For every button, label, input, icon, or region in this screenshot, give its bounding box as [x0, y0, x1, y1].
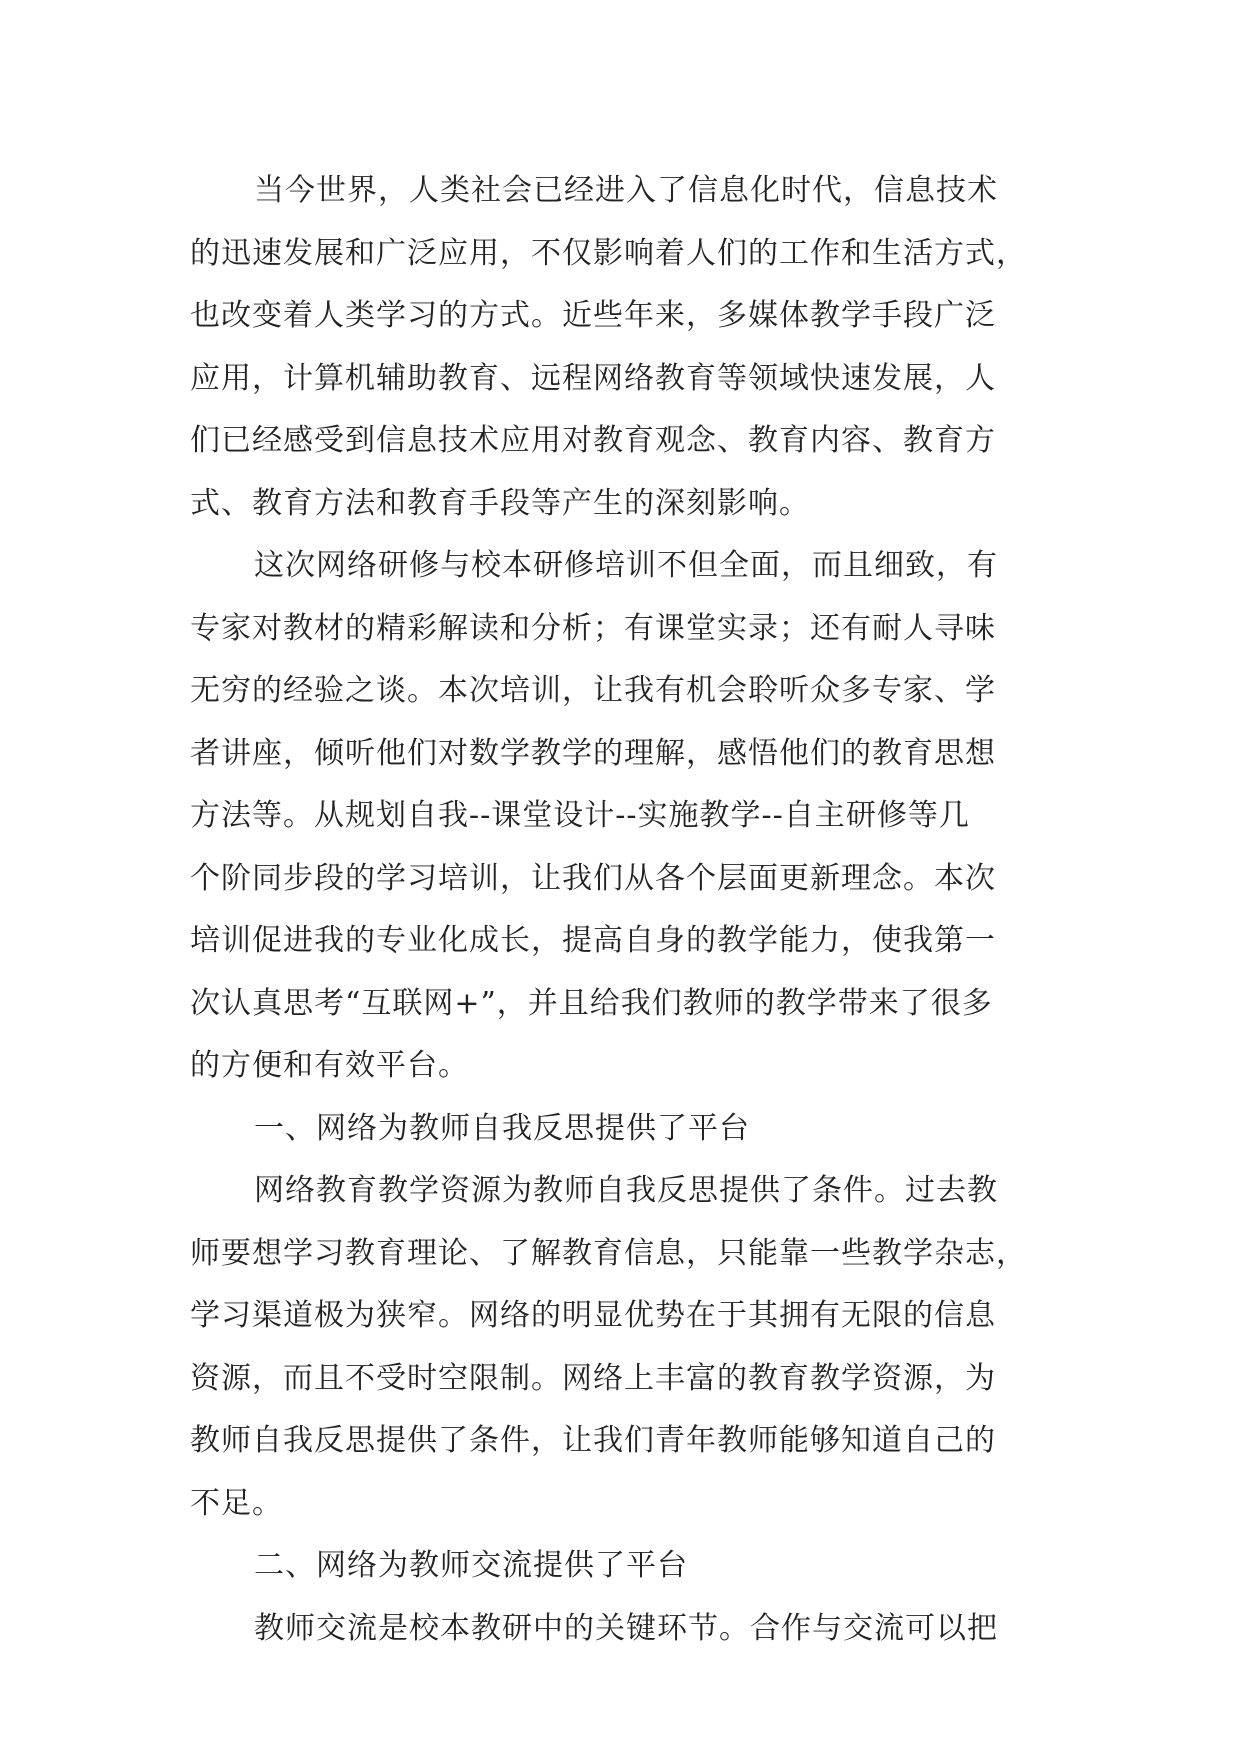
paragraph-1-line-1: 当今世界，人类社会已经进入了信息化时代，信息技术	[254, 173, 998, 208]
paragraph-3-line-5: 教师自我反思提供了条件，让我们青年教师能够知道自己的	[190, 1423, 996, 1458]
paragraph-2-line-8: 次认真思考“互联网+”，并且给我们教师的教学带来了很多	[190, 985, 993, 1021]
paragraph-3-line-1: 网络教育教学资源为教师自我反思提供了条件。过去教	[254, 1173, 998, 1208]
paragraph-3-line-6: 不足。	[190, 1485, 283, 1521]
paragraph-1-line-4: 应用，计算机辅助教育、远程网络教育等领域快速发展，人	[190, 360, 996, 396]
paragraph-1-line-6: 式、教育方法和教育手段等产生的深刻影响。	[190, 485, 810, 521]
paragraph-2-line-2: 专家对教材的精彩解读和分析；有课堂实录；还有耐人寻味	[190, 610, 996, 646]
paragraph-2-line-9: 的方便和有效平台。	[190, 1048, 469, 1083]
paragraph-2-line-7: 培训促进我的专业化成长，提高自身的教学能力，使我第一	[190, 923, 996, 958]
paragraph-2-line-5: 方法等。从规划自我--课堂设计--实施教学--自主研修等几	[190, 798, 970, 833]
paragraph-4-line-1: 教师交流是校本教研中的关键环节。合作与交流可以把	[254, 1610, 998, 1646]
paragraph-1-line-5: 们已经感受到信息技术应用对教育观念、教育内容、教育方	[190, 423, 996, 458]
section-heading-1: 一、网络为教师自我反思提供了平台	[254, 1110, 750, 1146]
paragraph-3-line-2: 师要想学习教育理论、了解教育信息，只能靠一些教学杂志，	[190, 1235, 1027, 1271]
paragraph-2-line-1: 这次网络研修与校本研修培训不但全面，而且细致，有	[254, 548, 998, 583]
paragraph-1-line-2: 的迅速发展和广泛应用，不仅影响着人们的工作和生活方式，	[190, 235, 1027, 271]
paragraph-3-line-3: 学习渠道极为狭窄。网络的明显优势在于其拥有无限的信息	[190, 1298, 996, 1333]
paragraph-2-line-3: 无穷的经验之谈。本次培训，让我有机会聆听众多专家、学	[190, 673, 996, 708]
paragraph-3-line-4: 资源，而且不受时空限制。网络上丰富的教育教学资源，为	[190, 1360, 996, 1396]
paragraph-2-line-4: 者讲座，倾听他们对数学教学的理解，感悟他们的教育思想	[190, 735, 996, 771]
section-heading-2: 二、网络为教师交流提供了平台	[254, 1548, 688, 1583]
document-body	[190, 160, 1070, 1660]
paragraph-2-line-6: 个阶同步段的学习培训，让我们从各个层面更新理念。本次	[190, 860, 996, 896]
paragraph-1-line-3: 也改变着人类学习的方式。近些年来，多媒体教学手段广泛	[190, 298, 996, 333]
